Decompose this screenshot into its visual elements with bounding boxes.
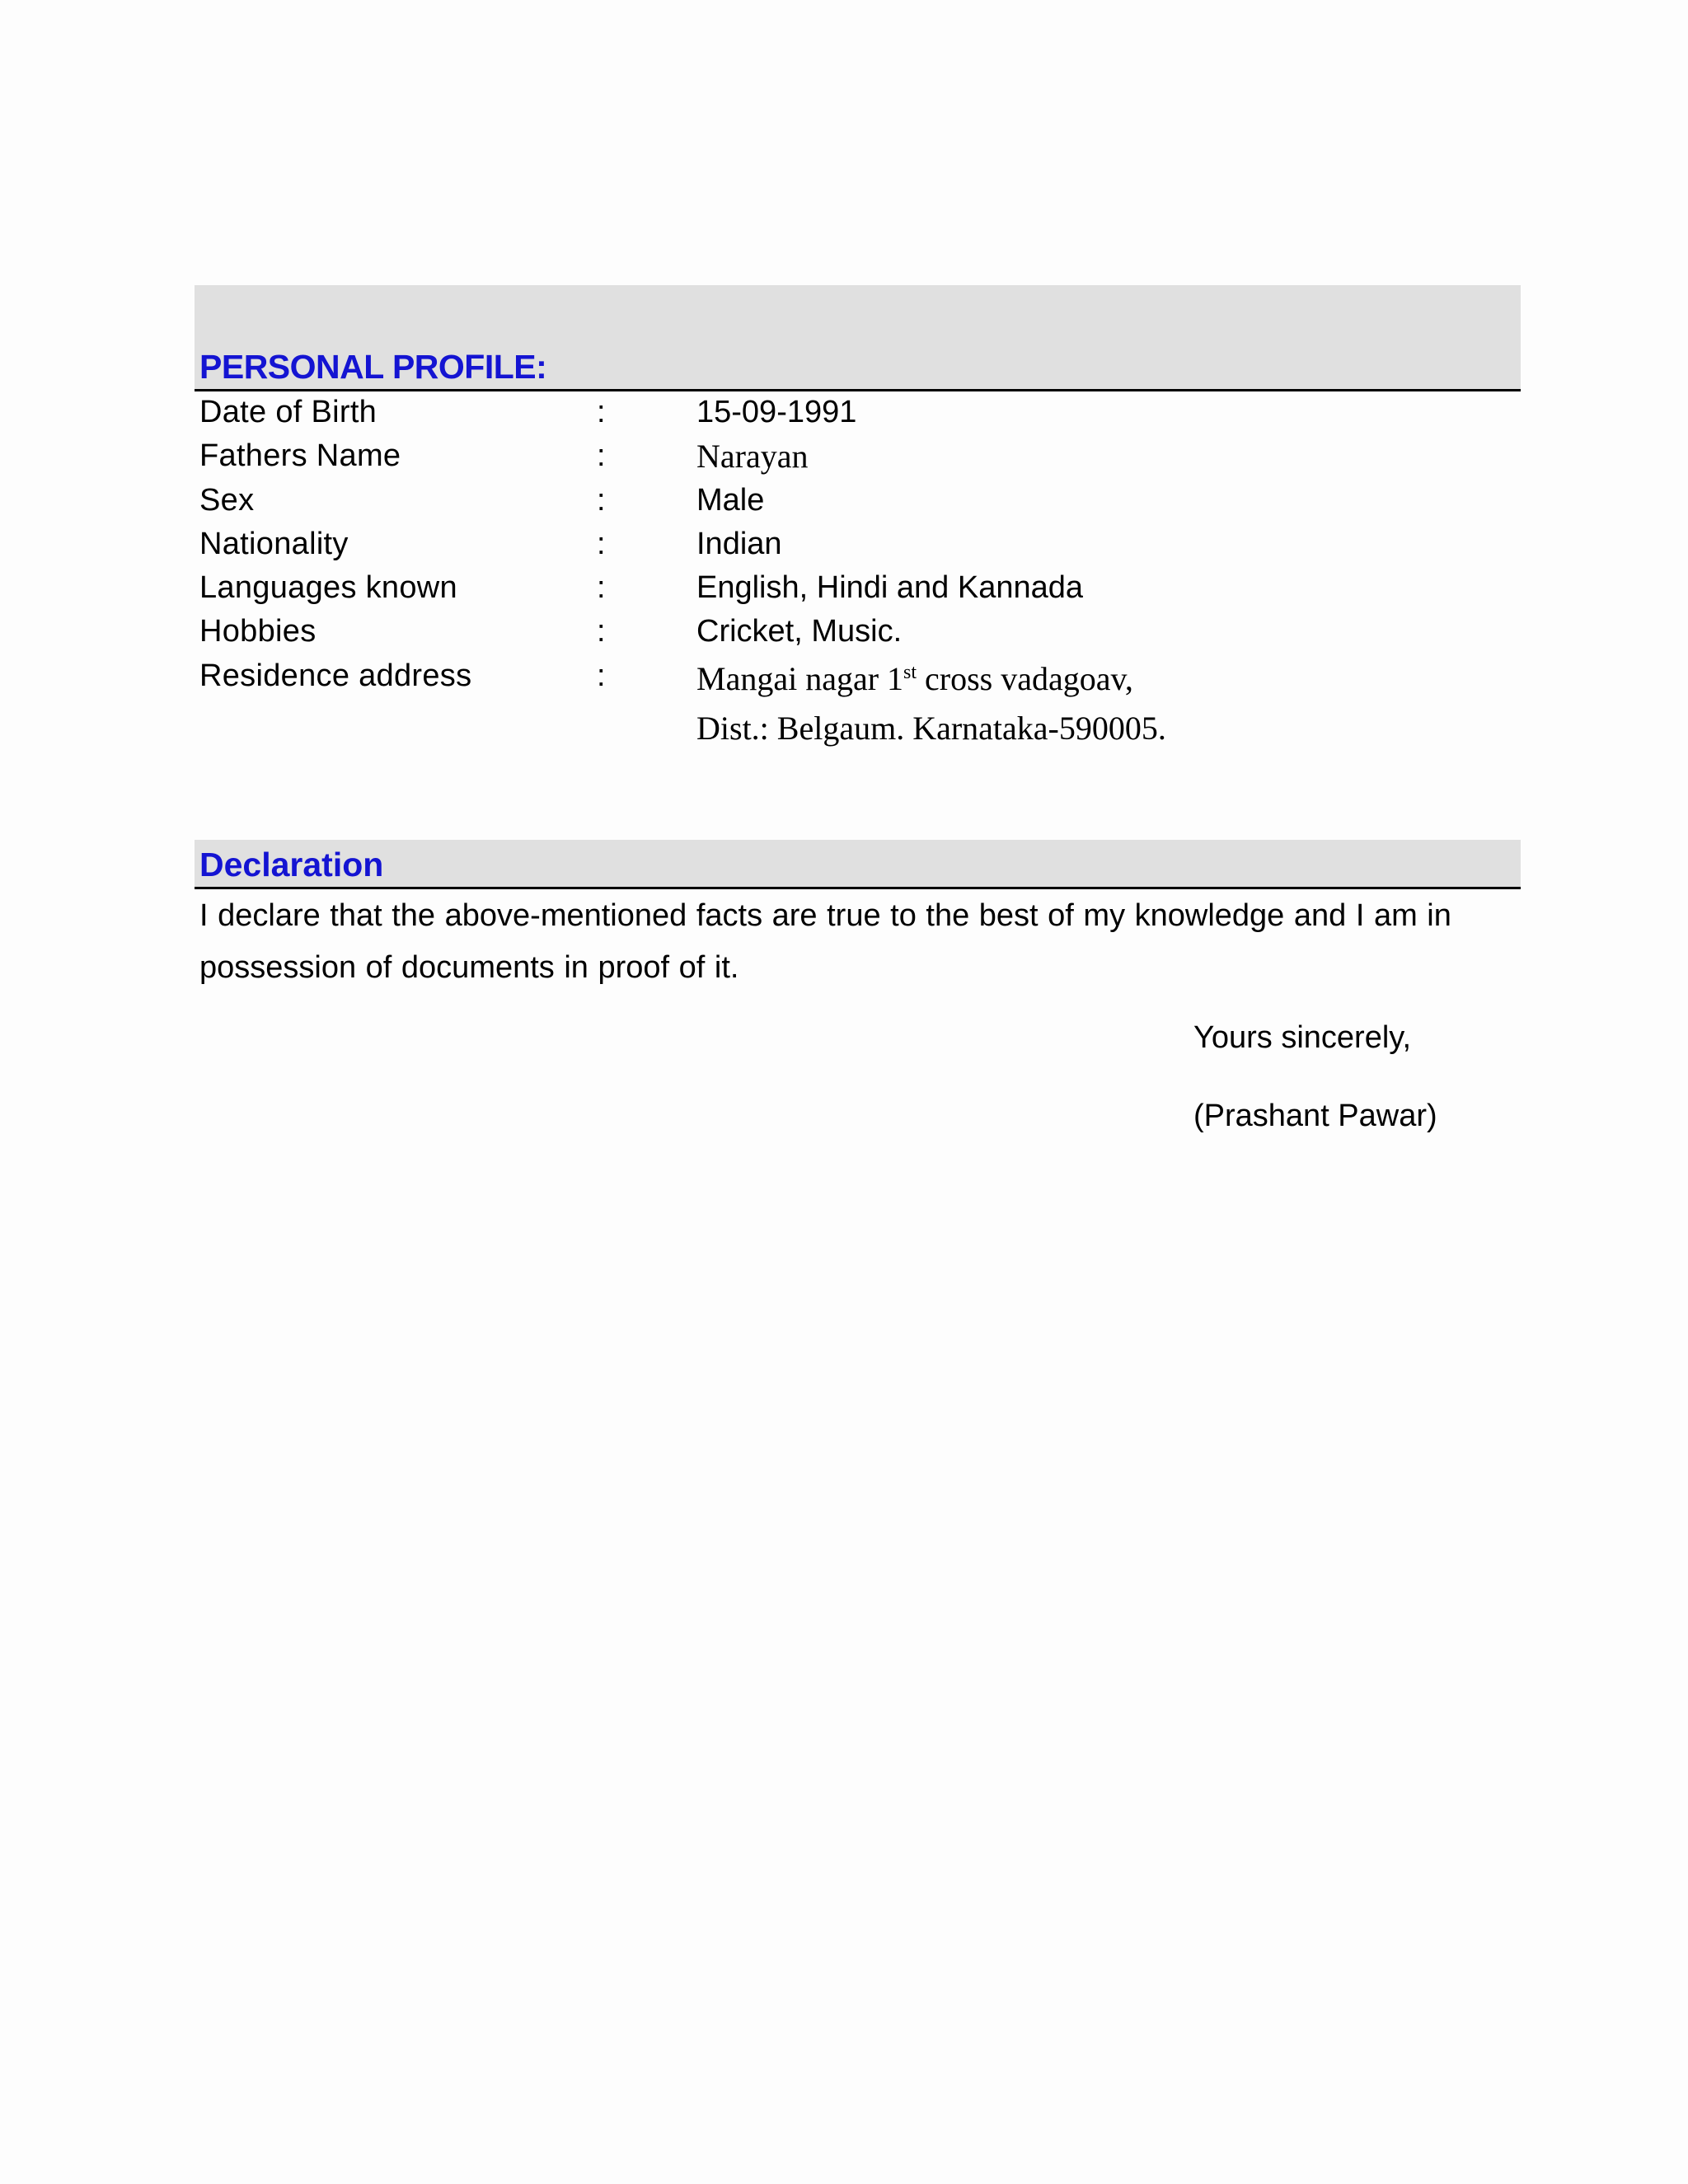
sex-label: Sex xyxy=(199,482,255,518)
address-line-1-end: cross vadagoav, xyxy=(917,659,1133,697)
personal-profile-title: PERSONAL PROFILE: xyxy=(199,348,547,386)
father-name-separator: : xyxy=(597,438,606,474)
personal-profile-table xyxy=(199,391,1518,747)
declaration-header xyxy=(195,840,1521,889)
hobbies-value: Cricket, Music. xyxy=(696,614,903,649)
declaration-text: I declare that the above-mentioned facts are true to the best of my knowledge and I am in possession of documents in proof of it. xyxy=(199,898,1451,985)
nationality-value: Indian xyxy=(696,526,782,561)
nationality-label: Nationality xyxy=(199,526,349,561)
hobbies-separator: : xyxy=(597,614,606,649)
signature-name: (Prashant Pawar) xyxy=(1193,1099,1437,1133)
profile-row-sex xyxy=(199,479,1518,523)
closing-greeting: Yours sincerely, xyxy=(1193,1020,1412,1055)
sex-value: Male xyxy=(696,482,765,518)
profile-row-hobbies xyxy=(199,610,1518,654)
dob-label: Date of Birth xyxy=(199,395,377,429)
address-value xyxy=(696,654,1166,753)
address-label: Residence address xyxy=(199,658,472,693)
profile-row-nationality xyxy=(199,523,1518,566)
profile-row-languages xyxy=(199,566,1518,610)
profile-row-dob xyxy=(199,391,1518,434)
profile-row-address xyxy=(199,654,1518,747)
dob-separator: : xyxy=(597,395,606,429)
father-name-label: Fathers Name xyxy=(199,438,401,474)
sex-separator: : xyxy=(597,482,606,518)
nationality-separator: : xyxy=(597,526,606,561)
father-name-value: Narayan xyxy=(696,438,809,476)
address-line-1 xyxy=(696,654,1166,704)
address-separator: : xyxy=(597,658,606,693)
address-line-1-start: Mangai nagar 1 xyxy=(696,659,904,697)
hobbies-label: Hobbies xyxy=(199,614,316,649)
profile-row-father xyxy=(199,434,1518,478)
address-line-2: Dist.: Belgaum. Karnataka-590005. xyxy=(696,709,1166,747)
dob-value: 15-09-1991 xyxy=(696,395,857,429)
languages-separator: : xyxy=(597,570,606,606)
personal-profile-header xyxy=(195,285,1521,391)
languages-value: English, Hindi and Kannada xyxy=(696,570,1084,606)
address-ordinal-suffix: st xyxy=(903,661,917,683)
languages-label: Languages known xyxy=(199,570,457,606)
declaration-title: Declaration xyxy=(199,846,384,883)
